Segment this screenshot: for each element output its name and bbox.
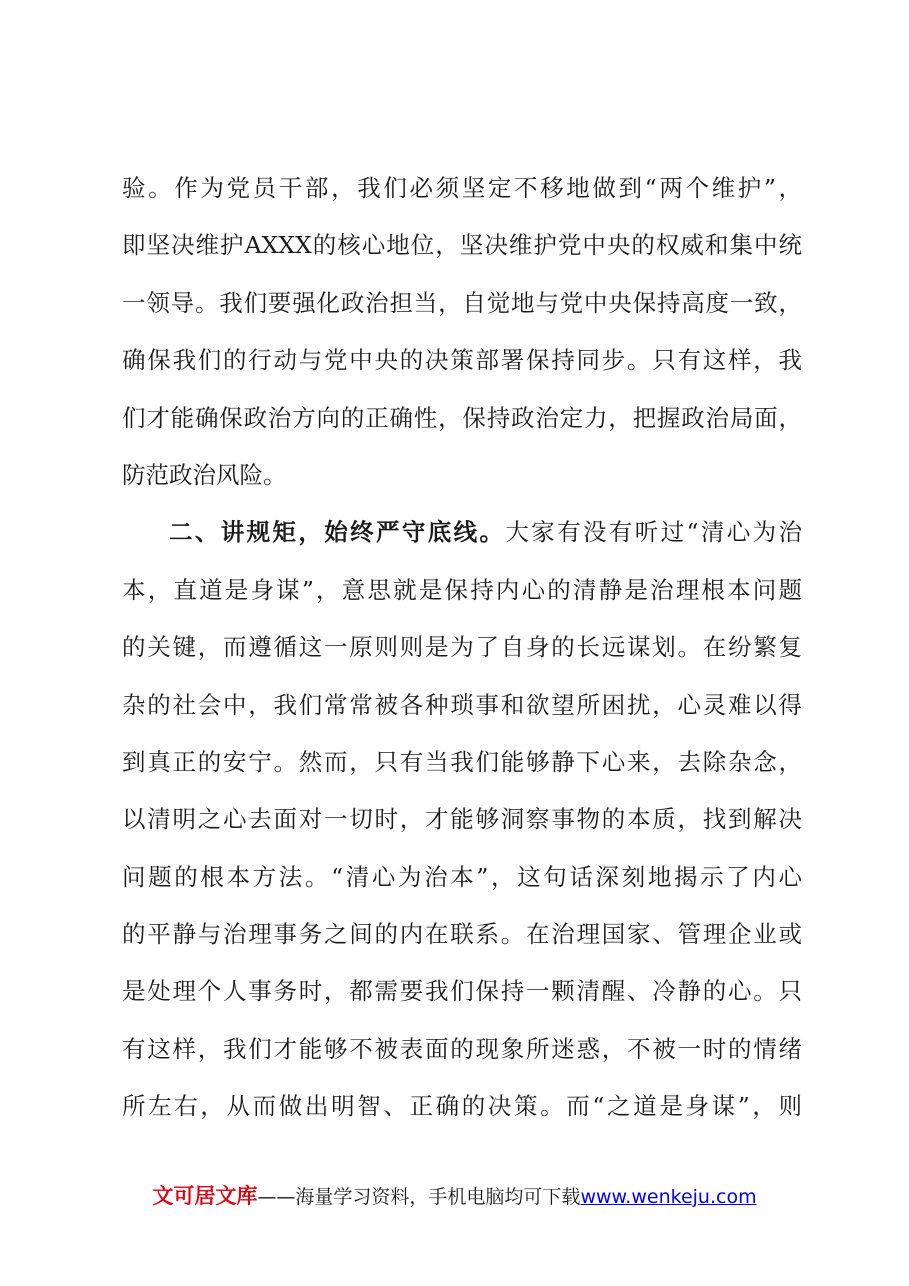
section-first-line	[122, 504, 802, 561]
brand-name: 文可居文库	[152, 1184, 258, 1208]
footer-banner	[0, 1180, 909, 1210]
paragraph-line: 以清明之心去面对一切时，才能够洞察事物的本质，找到解决	[122, 805, 802, 834]
paragraph-line: 即坚决维护AXXX的核心地位，坚决维护党中央的权威和集中统	[122, 231, 802, 260]
paragraph-line: 验。作为党员干部，我们必须坚定不移地做到“两个维护”，	[122, 174, 802, 202]
paragraph-line: 有这样，我们才能够不被表面的现象所迷惑，不被一时的情绪	[122, 1034, 802, 1063]
paragraph-line: 杂的社会中，我们常常被各种琐事和欲望所困扰，心灵难以得	[122, 690, 802, 719]
paragraph-line: 防范政治风险。	[122, 460, 287, 489]
paragraph-line: 的平静与治理事务之间的内在联系。在治理国家、管理企业或	[122, 920, 802, 949]
footer-tagline: ——海量学习资料，手机电脑均可下载	[257, 1186, 581, 1208]
paragraph-line: 一领导。我们要强化政治担当，自觉地与党中央保持高度一致，	[122, 288, 802, 317]
paragraph-line: 到真正的安宁。然而，只有当我们能够静下心来，去除杂念，	[122, 747, 802, 776]
paragraph-line: 是处理个人事务时，都需要我们保持一颗清醒、冷静的心。只	[122, 977, 802, 1006]
paragraph-line: 的关键，而遵循这一原则则是为了自身的长远谋划。在纷繁复	[122, 633, 802, 662]
section-heading: 二、讲规矩，始终严守底线。	[169, 518, 506, 547]
paragraph-line: 问题的根本方法。“清心为治本”，这句话深刻地揭示了内心	[122, 862, 802, 891]
paragraph-line: 本，直道是身谋”，意思就是保持内心的清静是治理根本问题	[122, 575, 802, 604]
section-first-line-text: 大家有没有听过“清心为治	[505, 518, 802, 547]
document-body	[122, 160, 802, 1136]
paragraph-line: 们才能确保政治方向的正确性，保持政治定力，把握政治局面，	[122, 403, 802, 432]
website-link[interactable]: www.wenkeju.com	[580, 1186, 757, 1208]
paragraph-line: 确保我们的行动与党中央的决策部署保持同步。只有这样，我	[122, 346, 802, 375]
paragraph-line: 所左右，从而做出明智、正确的决策。而“之道是身谋”，则	[122, 1092, 802, 1121]
